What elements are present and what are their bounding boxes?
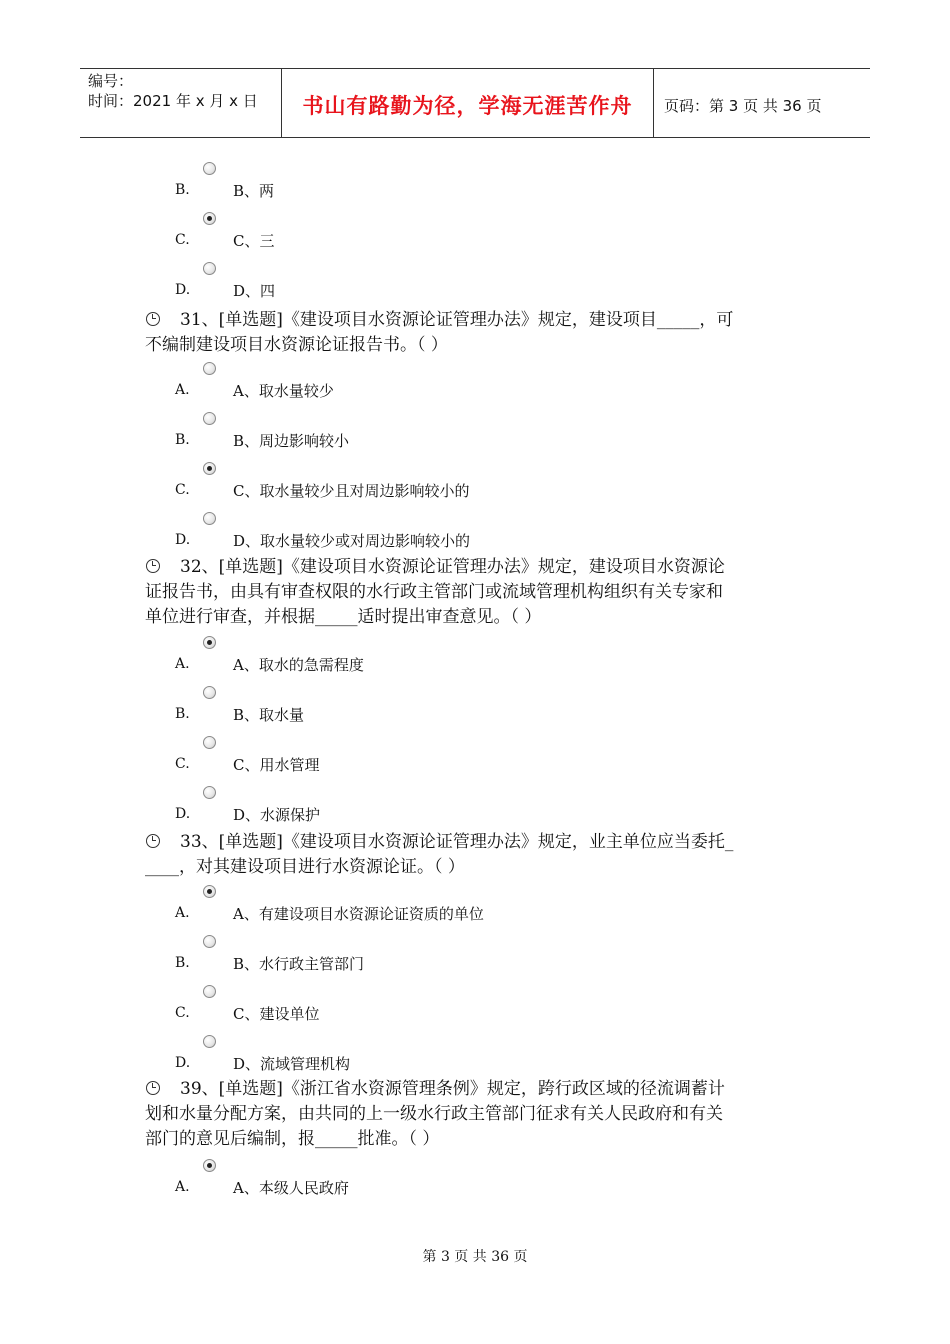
option-text: B、取水量 <box>233 706 305 724</box>
option-letter: A. <box>175 905 190 921</box>
option-letter: C. <box>175 482 190 498</box>
question-text: 39、[单选题]《浙江省水资源管理条例》规定，跨行政区域的径流调蓄计 <box>180 1079 725 1099</box>
radio-unselected-icon[interactable] <box>203 362 216 375</box>
answer-option[interactable] <box>0 212 950 262</box>
option-text: D、水源保护 <box>233 806 321 824</box>
option-text: B、两 <box>233 182 275 200</box>
option-text: D、流域管理机构 <box>233 1055 351 1073</box>
option-letter: D. <box>175 532 191 548</box>
radio-unselected-icon[interactable] <box>203 736 216 749</box>
radio-selected-icon[interactable] <box>203 462 216 475</box>
answer-option[interactable] <box>0 885 950 935</box>
radio-unselected-icon[interactable] <box>203 786 216 799</box>
question-text: 33、[单选题]《建设项目水资源论证管理办法》规定，业主单位应当委托_ <box>180 832 734 852</box>
question-line <box>145 855 805 880</box>
question-text: 不编制建设项目水资源论证报告书。（ ） <box>145 335 448 355</box>
question-stem <box>145 308 805 358</box>
question-text: 31、[单选题]《建设项目水资源论证管理办法》规定，建设项目_____，可 <box>180 310 734 330</box>
option-text: D、取水量较少或对周边影响较小的 <box>233 532 471 550</box>
question-line <box>145 1077 805 1102</box>
answer-option[interactable] <box>0 636 950 686</box>
header-motto: 书山有路勤为径，学海无涯苦作舟 <box>282 69 654 137</box>
option-letter: A. <box>175 1179 190 1195</box>
question-line <box>145 830 805 855</box>
question-text: 证报告书，由具有审查权限的水行政主管部门或流域管理机构组织有关专家和 <box>145 582 723 602</box>
question-line <box>145 580 805 605</box>
option-text: B、周边影响较小 <box>233 432 350 450</box>
option-text: B、水行政主管部门 <box>233 955 365 973</box>
clock-icon <box>146 1081 160 1095</box>
option-text: C、用水管理 <box>233 756 320 774</box>
question-line <box>145 308 805 333</box>
question-stem <box>145 830 805 880</box>
answer-option[interactable] <box>0 462 950 512</box>
option-letter: A. <box>175 656 190 672</box>
answer-option[interactable] <box>0 262 950 312</box>
option-text: A、取水的急需程度 <box>233 656 364 674</box>
number-label: 编号： <box>88 72 134 90</box>
option-letter: C. <box>175 232 190 248</box>
option-letter: A. <box>175 382 190 398</box>
radio-selected-icon[interactable] <box>203 636 216 649</box>
header-meta <box>80 69 282 137</box>
answer-option[interactable] <box>0 162 950 212</box>
clock-icon <box>146 834 160 848</box>
option-text: D、四 <box>233 282 276 300</box>
question-text: 32、[单选题]《建设项目水资源论证管理办法》规定，建设项目水资源论 <box>180 557 725 577</box>
question-text: 单位进行审查，并根据_____适时提出审查意见。（ ） <box>145 607 542 627</box>
answer-option[interactable] <box>0 935 950 985</box>
radio-unselected-icon[interactable] <box>203 412 216 425</box>
option-letter: D. <box>175 282 191 298</box>
question-text: 划和水量分配方案，由共同的上一级水行政主管部门征求有关人民政府和有关 <box>145 1104 723 1124</box>
radio-selected-icon[interactable] <box>203 1159 216 1172</box>
date-label: 时间：2021 年 x 月 x 日 <box>88 92 258 110</box>
radio-unselected-icon[interactable] <box>203 162 216 175</box>
option-letter: D. <box>175 1055 191 1071</box>
radio-unselected-icon[interactable] <box>203 512 216 525</box>
option-text: C、建设单位 <box>233 1005 320 1023</box>
question-text: ____，对其建设项目进行水资源论证。（ ） <box>145 857 465 877</box>
option-letter: C. <box>175 756 190 772</box>
option-text: A、本级人民政府 <box>233 1179 349 1197</box>
radio-unselected-icon[interactable] <box>203 262 216 275</box>
answer-option[interactable] <box>0 786 950 836</box>
radio-unselected-icon[interactable] <box>203 935 216 948</box>
option-letter: C. <box>175 1005 190 1021</box>
option-text: C、取水量较少且对周边影响较小的 <box>233 482 470 500</box>
option-text: A、取水量较少 <box>233 382 334 400</box>
page-header <box>80 68 870 138</box>
answer-option[interactable] <box>0 1159 950 1209</box>
option-letter: B. <box>175 706 190 722</box>
option-text: C、三 <box>233 232 275 250</box>
question-line <box>145 1127 805 1152</box>
answer-option[interactable] <box>0 362 950 412</box>
answer-option[interactable] <box>0 985 950 1035</box>
radio-unselected-icon[interactable] <box>203 1035 216 1048</box>
question-line <box>145 1102 805 1127</box>
question-stem <box>145 1077 805 1152</box>
clock-icon <box>146 312 160 326</box>
question-line <box>145 605 805 630</box>
header-page-info: 页码：第 3 页 共 36 页 <box>664 96 822 115</box>
radio-unselected-icon[interactable] <box>203 686 216 699</box>
option-letter: B. <box>175 955 190 971</box>
option-text: A、有建设项目水资源论证资质的单位 <box>233 905 484 923</box>
question-line <box>145 555 805 580</box>
option-letter: B. <box>175 432 190 448</box>
page-footer: 第 3 页 共 36 页 <box>422 1249 528 1265</box>
answer-option[interactable] <box>0 412 950 462</box>
clock-icon <box>146 559 160 573</box>
question-text: 部门的意见后编制，报_____批准。（ ） <box>145 1129 440 1149</box>
option-letter: B. <box>175 182 190 198</box>
question-line <box>145 333 805 358</box>
radio-selected-icon[interactable] <box>203 885 216 898</box>
radio-unselected-icon[interactable] <box>203 985 216 998</box>
radio-selected-icon[interactable] <box>203 212 216 225</box>
answer-option[interactable] <box>0 686 950 736</box>
question-stem <box>145 555 805 630</box>
option-letter: D. <box>175 806 191 822</box>
answer-option[interactable] <box>0 736 950 786</box>
